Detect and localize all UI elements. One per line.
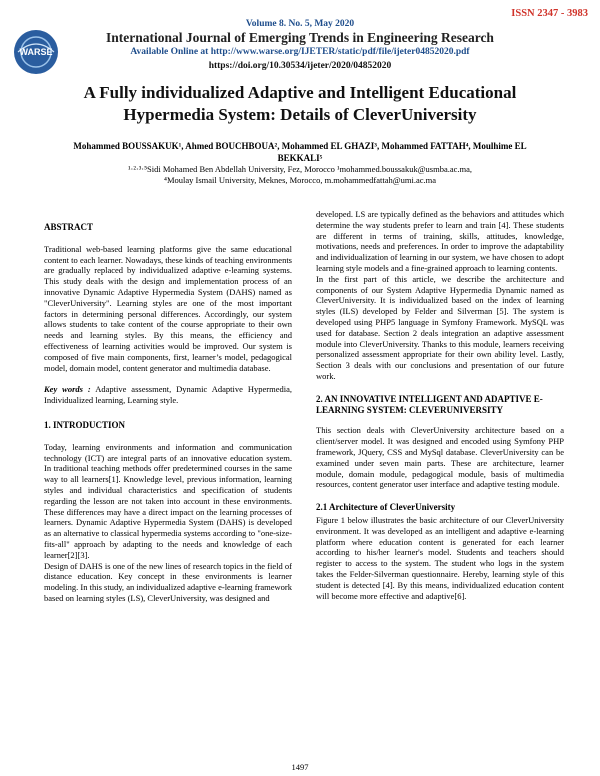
introduction-paragraph-2: Design of DAHS is one of the new lines of research topics in the field of distance education. Key concept in these environments is learner modeling. In this study, an individualized adaptive e-learning framework based on learning styles (LS), CleverUniversity, was designed and [44,560,292,603]
abstract-text: Traditional web-based learning platforms give the same educational content to each learner. Nowadays, these kinds of teaching environments are gradually replaced by individualized adaptive e-learning systems. This study deals with the design and implementation process of an innovative Dynamic Adaptive Hypermedia System (DAHS) named as "CleverUniversity". Learning styles are one of the most important factors in determining personal differences. Accordingly, our system allows students to take content of the course appropriate to their own needs and learning styles. By this means, the efficiency and effectiveness of learning activities would be improved. Our system is composed of five main components, first, learner’s model, pedagogical model, domain model, content generator and multimedia database. [44,243,292,373]
logo-text: WARSE [19,47,53,57]
affiliations [60,164,540,186]
right-paragraph-2: In the first part of this article, we describe the architecture and components of our System Adaptive Hypermedia Dynamic named as CleverUniversity. It is individualized based on the index of learning styles (ILS) developed by Felder and Silverman [5]. The system is developed using PHP5 language in Symfony Framework. MySQL was used for database. Section 2 deals integration an adaptive assessment module into CleverUniversity. Thanks to this module, learners receiving personalized assessment appropriate for their own ability level. Lastly, Section 3 deals with our conclusions and presentation of our future work. [316,273,564,381]
volume-line: Volume 8. No. 5, May 2020 [245,19,355,29]
section-2-heading: 2. AN INNOVATIVE INTELLIGENT AND ADAPTIVE E-LEARNING SYSTEM: CLEVERUNIVERSITY [316,393,543,415]
left-column [44,222,292,604]
introduction-paragraph-1: Today, learning environments and information and communication technology (ICT) are integral parts of an innovative education system. In traditional teaching methods offer predetermined courses in the same way to all learners[1]. Knowledge level, previous information, learning styles and individual characteristics and specification of students regarding the lesson are not taken into account in these environments. These differences may have a direct impact on the learning processes of learners. Dynamic Adaptive Hypermedia System (DAHS) is developed as an alternative to classical hypermedia systems according to "one-size-fits-all" approach by adapting to the needs and knowledge of each learner[2][3]. [44,441,292,560]
available-online-link[interactable]: Available Online at http://www.warse.org/IJETER/static/pdf/file/ijeter04852020.pdf [130,47,470,57]
paper-title: A Fully individualized Adaptive and Intelligent Educational Hypermedia System: Details of CleverUniversity [83,83,517,124]
keywords [44,384,292,406]
introduction-heading: 1. INTRODUCTION [44,419,126,430]
keywords-text: Adaptive assessment, Dynamic Adaptive Hypermedia, Individualized learning, Learning style. [44,384,292,406]
page-number: 1497 [291,762,309,772]
affiliation-1: ¹·²·³·⁵Sidi Mohamed Ben Abdellah University, Fez, Morocco ¹mohammed.boussakuk@usmba.ac.ma, [127,164,473,174]
section-2-1-paragraph: Figure 1 below illustrates the basic architecture of our CleverUniversity environment. It was developed as an intelligent and adaptive e-learning platform where education content is generated for each learner according to his/her learner's model. Students and teachers should register to access to the system. The student who logs in the system takes the Felder-Silverman questionnaire. Hereby, learning style of this student is detected [4]. By this means, individualized education content will become more effective and adaptive[6]. [316,514,564,601]
right-paragraph-1: developed. LS are typically defined as the behaviors and attitudes which determine the way students prefer to learn and train [4]. These students are different in terms of training, skills, attitudes, knowledge, motivations, needs and preferences. In order to improve the adaptability and individualization of learning in our system, we have chosen to adopt learning style models and a fine-grained approach to learning contents. [316,209,564,273]
journal-title: International Journal of Emerging Trends in Engineering Research [106,30,494,45]
issn-label: ISSN 2347 - 3983 [511,8,588,19]
author-list: Mohammed BOUSSAKUK¹, Ahmed BOUCHBOUA², Mohammed EL GHAZI³, Mohammed FATTAH⁴, Moulhime EL BEKKALI⁵ [73,141,527,163]
abstract-heading: ABSTRACT [44,222,94,232]
right-column [316,209,564,601]
keywords-label: Key words : [44,384,91,395]
affiliation-2: ⁴Moulay Ismail University, Meknes, Morocco, m.mohammedfattah@umi.ac.ma [163,175,437,185]
section-2-paragraph: This section deals with CleverUniversity architecture based on a client/server model. It was designed and encoded using Symfony PHP framework, JQuery, CSS and MySql database. CleverUniversity can be examined under seven main parts. These are architecture, learner module, domain module, pedagogical module, basis of multimedia resources, content generator user interface and adaptive testing module. [316,425,564,490]
section-2-1-heading: 2.1 Architecture of CleverUniversity [316,502,456,513]
doi-link[interactable]: https://doi.org/10.30534/ijeter/2020/04852020 [208,61,392,71]
